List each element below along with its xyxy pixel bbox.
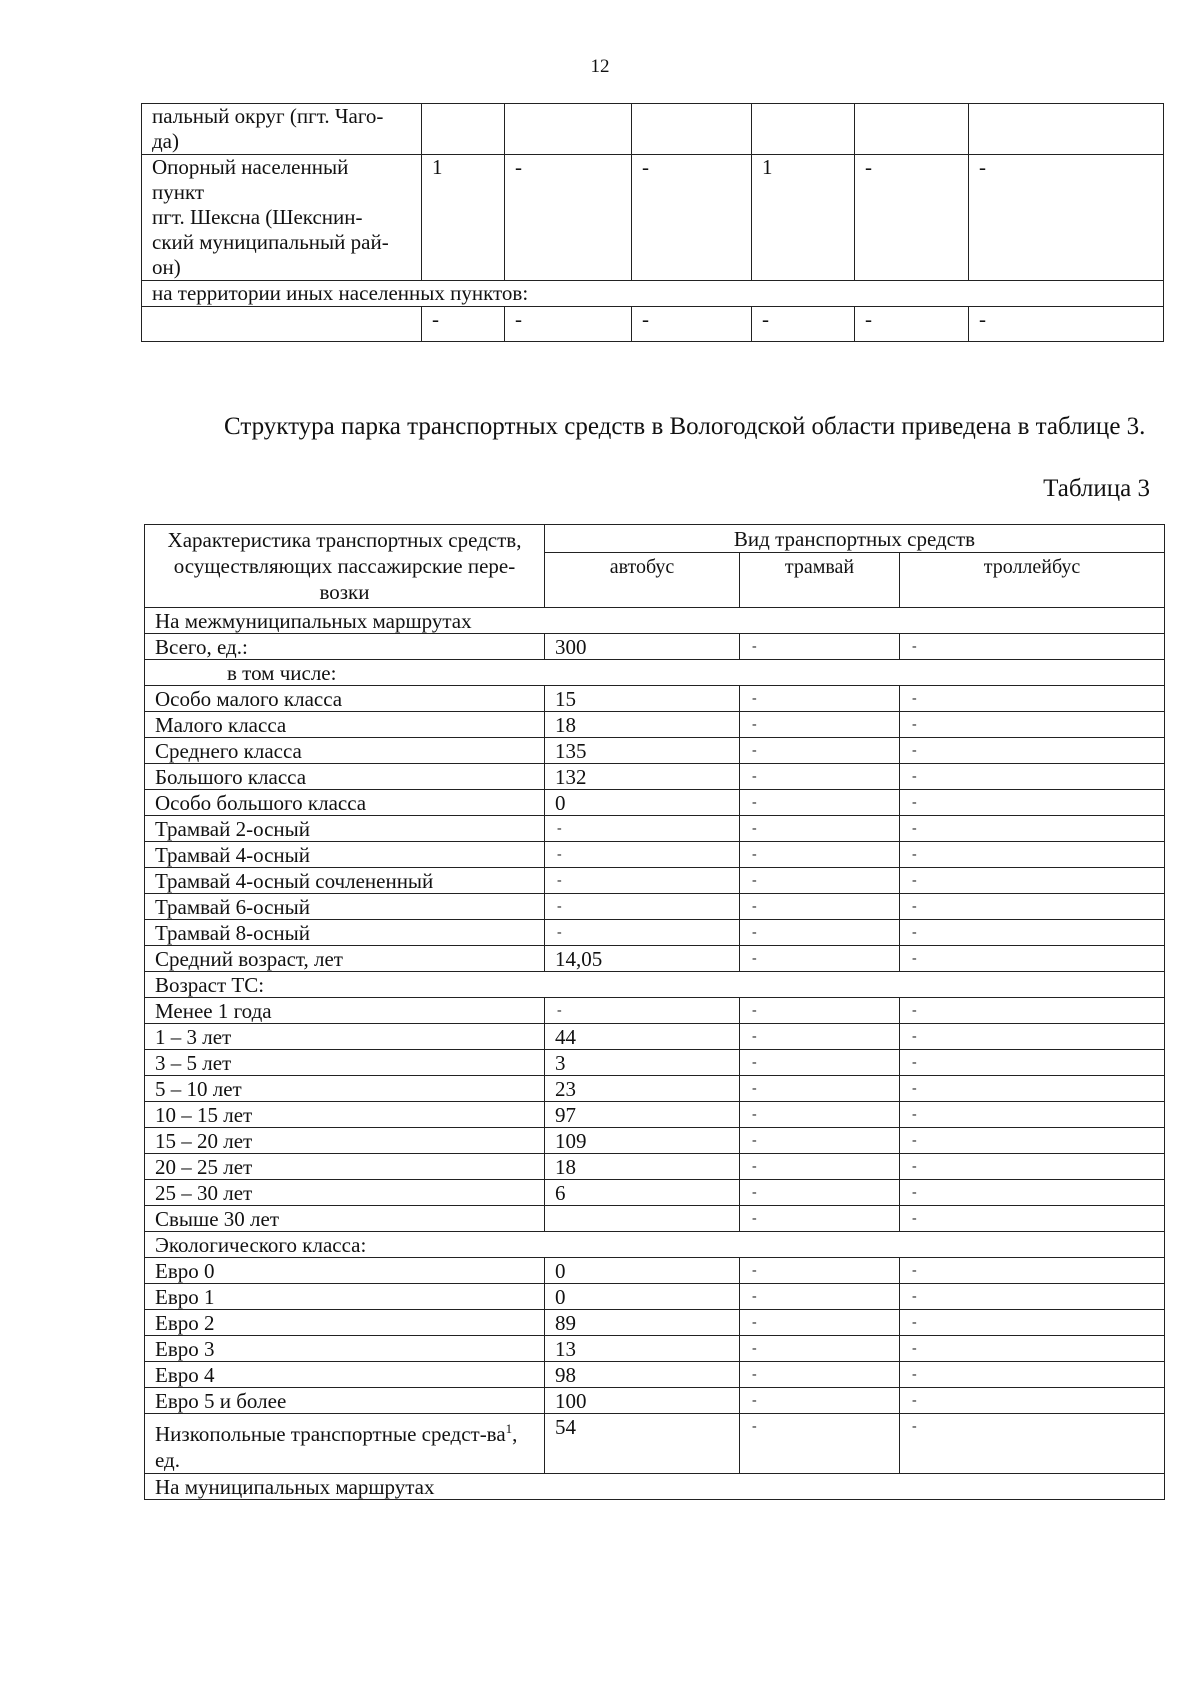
- trolleybus-value: -: [900, 738, 1165, 764]
- row-label-suffix: , ед.: [155, 1422, 518, 1472]
- trolleybus-value: -: [900, 1310, 1165, 1336]
- bus-value: -: [545, 998, 740, 1024]
- bus-value: 54: [545, 1414, 740, 1474]
- trolleybus-value: -: [900, 998, 1165, 1024]
- tram-value: -: [740, 1284, 900, 1310]
- row-label: Свыше 30 лет: [145, 1206, 545, 1232]
- bus-value: 23: [545, 1076, 740, 1102]
- row-cell: -: [855, 155, 969, 281]
- row-cell: -: [969, 155, 1164, 281]
- trolleybus-value: -: [900, 1284, 1165, 1310]
- row-label: Трамвай 6-осный: [145, 894, 545, 920]
- table-row: [145, 1414, 1165, 1474]
- row-label: 25 – 30 лет: [145, 1180, 545, 1206]
- bus-value: 13: [545, 1336, 740, 1362]
- row-label: Евро 0: [145, 1258, 545, 1284]
- table-row: [145, 1206, 1165, 1232]
- tram-value: -: [740, 946, 900, 972]
- body-paragraph: Структура парка транспортных средств в Вологодской области приведена в таблице 3.: [224, 413, 1146, 440]
- trolleybus-value: -: [900, 946, 1165, 972]
- tram-value: -: [740, 1180, 900, 1206]
- tram-value: -: [740, 1102, 900, 1128]
- trolleybus-value: -: [900, 1414, 1165, 1474]
- row-label: Средний возраст, лет: [145, 946, 545, 972]
- trolleybus-value: -: [900, 764, 1165, 790]
- bus-value: 89: [545, 1310, 740, 1336]
- trolleybus-value: -: [900, 1362, 1165, 1388]
- bus-value: -: [545, 816, 740, 842]
- bus-value: 0: [545, 1284, 740, 1310]
- table-header-row: [145, 525, 1165, 553]
- table-row: [145, 920, 1165, 946]
- tram-value: -: [740, 1206, 900, 1232]
- tram-value: -: [740, 1310, 900, 1336]
- bus-value: [545, 1206, 740, 1232]
- tram-value: -: [740, 1362, 900, 1388]
- tram-value: -: [740, 1154, 900, 1180]
- tram-value: -: [740, 1076, 900, 1102]
- row-label: Опорный населенный пункт пгт. Шексна (Шекснин- ский муниципальный рай- он): [142, 155, 422, 281]
- bus-value: 132: [545, 764, 740, 790]
- row-cell: -: [505, 307, 632, 342]
- section-label: Экологического класса:: [145, 1232, 1165, 1258]
- row-label: Малого класса: [145, 712, 545, 738]
- table-row: [145, 894, 1165, 920]
- trolleybus-value: -: [900, 1076, 1165, 1102]
- table-row: [145, 1258, 1165, 1284]
- table-row: [142, 155, 1164, 281]
- bus-value: 300: [545, 634, 740, 660]
- table-row: [145, 738, 1165, 764]
- table-row: [145, 1102, 1165, 1128]
- row-label: Всего, ед.:: [145, 634, 545, 660]
- bus-value: 135: [545, 738, 740, 764]
- section-row: [145, 1232, 1165, 1258]
- row-cell: [505, 104, 632, 155]
- row-label: 20 – 25 лет: [145, 1154, 545, 1180]
- row-label-text: Низкопольные транспортные средст-ва: [155, 1422, 506, 1446]
- bus-value: -: [545, 920, 740, 946]
- table-row: [145, 1180, 1165, 1206]
- trolleybus-value: -: [900, 686, 1165, 712]
- subheading-row: [145, 660, 1165, 686]
- table-row: [145, 1154, 1165, 1180]
- table-row: [145, 634, 1165, 660]
- row-label: 5 – 10 лет: [145, 1076, 545, 1102]
- header-characteristic: Характеристика транспортных средств, осуществляющих пассажирские пере-возки: [145, 525, 545, 608]
- row-cell: [855, 104, 969, 155]
- bus-value: 15: [545, 686, 740, 712]
- tram-value: -: [740, 738, 900, 764]
- table-row: [145, 1076, 1165, 1102]
- trolleybus-value: -: [900, 1128, 1165, 1154]
- trolleybus-value: -: [900, 1102, 1165, 1128]
- row-label: Среднего класса: [145, 738, 545, 764]
- row-cell: [752, 104, 855, 155]
- section-label: Возраст ТС:: [145, 972, 1165, 998]
- bus-value: 6: [545, 1180, 740, 1206]
- row-cell: -: [752, 307, 855, 342]
- trolleybus-value: -: [900, 1258, 1165, 1284]
- table-row: [145, 764, 1165, 790]
- tram-value: -: [740, 1258, 900, 1284]
- bus-value: 3: [545, 1050, 740, 1076]
- tram-value: -: [740, 1050, 900, 1076]
- row-label: Большого класса: [145, 764, 545, 790]
- section-row: [145, 608, 1165, 634]
- span-row-label: на территории иных населенных пунктов:: [142, 281, 1164, 307]
- row-cell: 1: [752, 155, 855, 281]
- table-row: [142, 104, 1164, 155]
- table-row: [145, 816, 1165, 842]
- bus-value: 100: [545, 1388, 740, 1414]
- bus-value: 18: [545, 1154, 740, 1180]
- table-row: [145, 1284, 1165, 1310]
- tram-value: -: [740, 764, 900, 790]
- footnote-marker: 1: [505, 1421, 513, 1436]
- bus-value: 0: [545, 790, 740, 816]
- row-cell: [632, 104, 752, 155]
- row-cell: [422, 104, 505, 155]
- table-row: [145, 1128, 1165, 1154]
- tram-value: -: [740, 712, 900, 738]
- trolleybus-value: -: [900, 790, 1165, 816]
- trolleybus-value: -: [900, 894, 1165, 920]
- row-label: [142, 307, 422, 342]
- trolleybus-value: -: [900, 816, 1165, 842]
- trolleybus-value: -: [900, 1024, 1165, 1050]
- row-label: Трамвай 8-осный: [145, 920, 545, 946]
- tram-value: -: [740, 816, 900, 842]
- header-vehicle-type: Вид транспортных средств: [545, 525, 1165, 553]
- tram-value: -: [740, 842, 900, 868]
- row-cell: -: [505, 155, 632, 281]
- section-label: На межмуниципальных маршрутах: [145, 608, 1165, 634]
- table-row: [145, 790, 1165, 816]
- trolleybus-value: -: [900, 920, 1165, 946]
- trolleybus-value: -: [900, 1336, 1165, 1362]
- row-cell: -: [855, 307, 969, 342]
- trolleybus-value: -: [900, 712, 1165, 738]
- row-label: 3 – 5 лет: [145, 1050, 545, 1076]
- table-row: [145, 1050, 1165, 1076]
- subheading-label: в том числе:: [145, 660, 1165, 686]
- table-row: [145, 998, 1165, 1024]
- table-row: [145, 1388, 1165, 1414]
- tram-value: -: [740, 1388, 900, 1414]
- bus-value: 0: [545, 1258, 740, 1284]
- section-label: На муниципальных маршрутах: [145, 1474, 1165, 1500]
- tram-value: -: [740, 998, 900, 1024]
- table-row: [145, 1336, 1165, 1362]
- row-cell: 1: [422, 155, 505, 281]
- tram-value: -: [740, 920, 900, 946]
- row-label: 10 – 15 лет: [145, 1102, 545, 1128]
- row-label: Евро 1: [145, 1284, 545, 1310]
- table-3: [144, 524, 1165, 1500]
- row-label: Евро 4: [145, 1362, 545, 1388]
- row-cell: -: [632, 155, 752, 281]
- bus-value: 14,05: [545, 946, 740, 972]
- row-label: пальный округ (пгт. Чаго- да): [142, 104, 422, 155]
- tram-value: -: [740, 1128, 900, 1154]
- row-label: 15 – 20 лет: [145, 1128, 545, 1154]
- bus-value: -: [545, 894, 740, 920]
- trolleybus-value: -: [900, 1050, 1165, 1076]
- trolleybus-value: -: [900, 868, 1165, 894]
- tram-value: -: [740, 686, 900, 712]
- row-cell: [969, 104, 1164, 155]
- header-col-tram: трамвай: [740, 553, 900, 608]
- tram-value: -: [740, 1336, 900, 1362]
- bus-value: -: [545, 868, 740, 894]
- row-label: Евро 5 и более: [145, 1388, 545, 1414]
- table-row: [145, 712, 1165, 738]
- bus-value: 97: [545, 1102, 740, 1128]
- section-row: [145, 972, 1165, 998]
- header-col-bus: автобус: [545, 553, 740, 608]
- row-label: Трамвай 4-осный сочлененный: [145, 868, 545, 894]
- table-row: [142, 307, 1164, 342]
- row-label: 1 – 3 лет: [145, 1024, 545, 1050]
- tram-value: -: [740, 634, 900, 660]
- header-col-trolleybus: троллейбус: [900, 553, 1165, 608]
- row-label: Трамвай 2-осный: [145, 816, 545, 842]
- tram-value: -: [740, 790, 900, 816]
- table-caption: Таблица 3: [1043, 475, 1150, 502]
- trolleybus-value: -: [900, 1154, 1165, 1180]
- table-row: [145, 1024, 1165, 1050]
- row-label: Особо малого класса: [145, 686, 545, 712]
- tram-value: -: [740, 868, 900, 894]
- row-label: [145, 1414, 545, 1474]
- trolleybus-value: -: [900, 1388, 1165, 1414]
- row-cell: -: [632, 307, 752, 342]
- row-label: Менее 1 года: [145, 998, 545, 1024]
- row-label: Особо большого класса: [145, 790, 545, 816]
- trolleybus-value: -: [900, 842, 1165, 868]
- bus-value: -: [545, 842, 740, 868]
- row-label: Трамвай 4-осный: [145, 842, 545, 868]
- row-cell: -: [422, 307, 505, 342]
- table-row: [145, 1310, 1165, 1336]
- page-number: 12: [590, 56, 610, 77]
- tram-value: -: [740, 894, 900, 920]
- trolleybus-value: -: [900, 634, 1165, 660]
- row-cell: -: [969, 307, 1164, 342]
- table-row: [145, 842, 1165, 868]
- table-row: [145, 946, 1165, 972]
- continued-table: [141, 103, 1164, 342]
- trolleybus-value: -: [900, 1180, 1165, 1206]
- table-row: [145, 686, 1165, 712]
- bus-value: 98: [545, 1362, 740, 1388]
- bus-value: 109: [545, 1128, 740, 1154]
- table-row: [145, 1362, 1165, 1388]
- tram-value: -: [740, 1414, 900, 1474]
- bus-value: 18: [545, 712, 740, 738]
- section-row: [145, 1474, 1165, 1500]
- table-row: [145, 868, 1165, 894]
- table-row: [142, 281, 1164, 307]
- bus-value: 44: [545, 1024, 740, 1050]
- row-label: Евро 3: [145, 1336, 545, 1362]
- tram-value: -: [740, 1024, 900, 1050]
- row-label: Евро 2: [145, 1310, 545, 1336]
- trolleybus-value: -: [900, 1206, 1165, 1232]
